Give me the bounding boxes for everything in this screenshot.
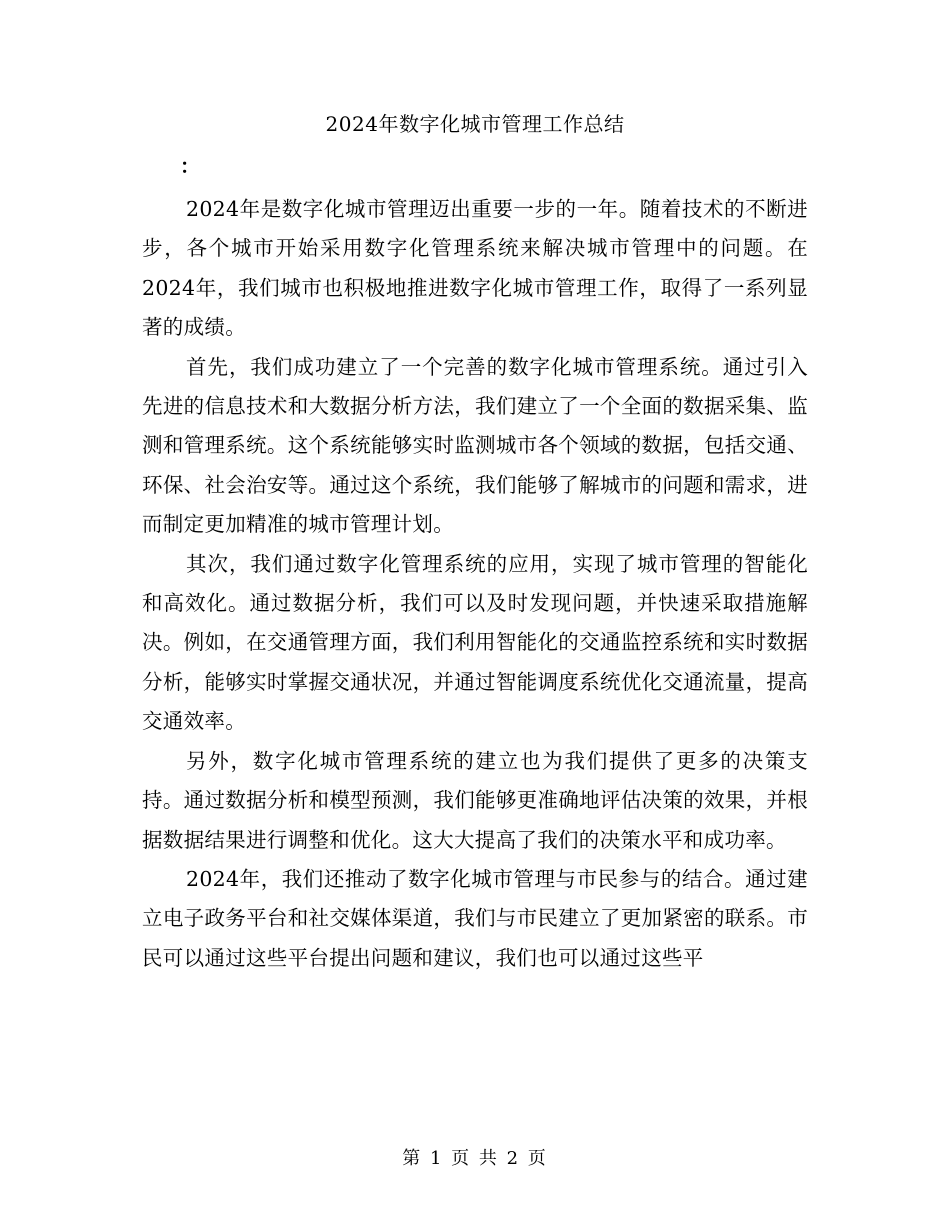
paragraph-1: 2024年是数字化城市管理迈出重要一步的一年。随着技术的不断进步，各个城市开始采用数字化管理系统来解决城市管理中的问题。在2024年，我们城市也积极地推进数字化城市管理工作，取得了一系列显著的成绩。 xyxy=(142,197,808,340)
paragraph-3: 其次，我们通过数字化管理系统的应用，实现了城市管理的智能化和高效化。通过数据分析，我们可以及时发现问题，并快速采取措施解决。例如，在交通管理方面，我们利用智能化的交通监控系统和实时数据分析，能够实时掌握交通状况，并通过智能调度系统优化交通流量，提高交通效率。 xyxy=(142,551,808,734)
paragraph-4: 另外，数字化城市管理系统的建立也为我们提供了更多的决策支持。通过数据分析和模型预测，我们能够更准确地评估决策的效果，并根据数据结果进行调整和优化。这大大提高了我们的决策水平和成功率。 xyxy=(142,748,808,852)
colon-mark: ： xyxy=(180,154,200,178)
document-body xyxy=(142,190,808,978)
paragraph-2: 首先，我们成功建立了一个完善的数字化城市管理系统。通过引入先进的信息技术和大数据分析方法，我们建立了一个全面的数据采集、监测和管理系统。这个系统能够实时监测城市各个领域的数据，包括交通、环保、社会治安等。通过这个系统，我们能够了解城市的问题和需求，进而制定更加精准的城市管理计划。 xyxy=(142,354,808,537)
document-title: 2024年数字化城市管理工作总结 xyxy=(325,112,625,136)
page-footer: 第 1 页 共 2 页 xyxy=(402,1148,548,1169)
paragraph-5: 2024年，我们还推动了数字化城市管理与市民参与的结合。通过建立电子政务平台和社交媒体渠道，我们与市民建立了更加紧密的联系。市民可以通过这些平台提出问题和建议，我们也可以通过这些平 xyxy=(142,866,808,970)
